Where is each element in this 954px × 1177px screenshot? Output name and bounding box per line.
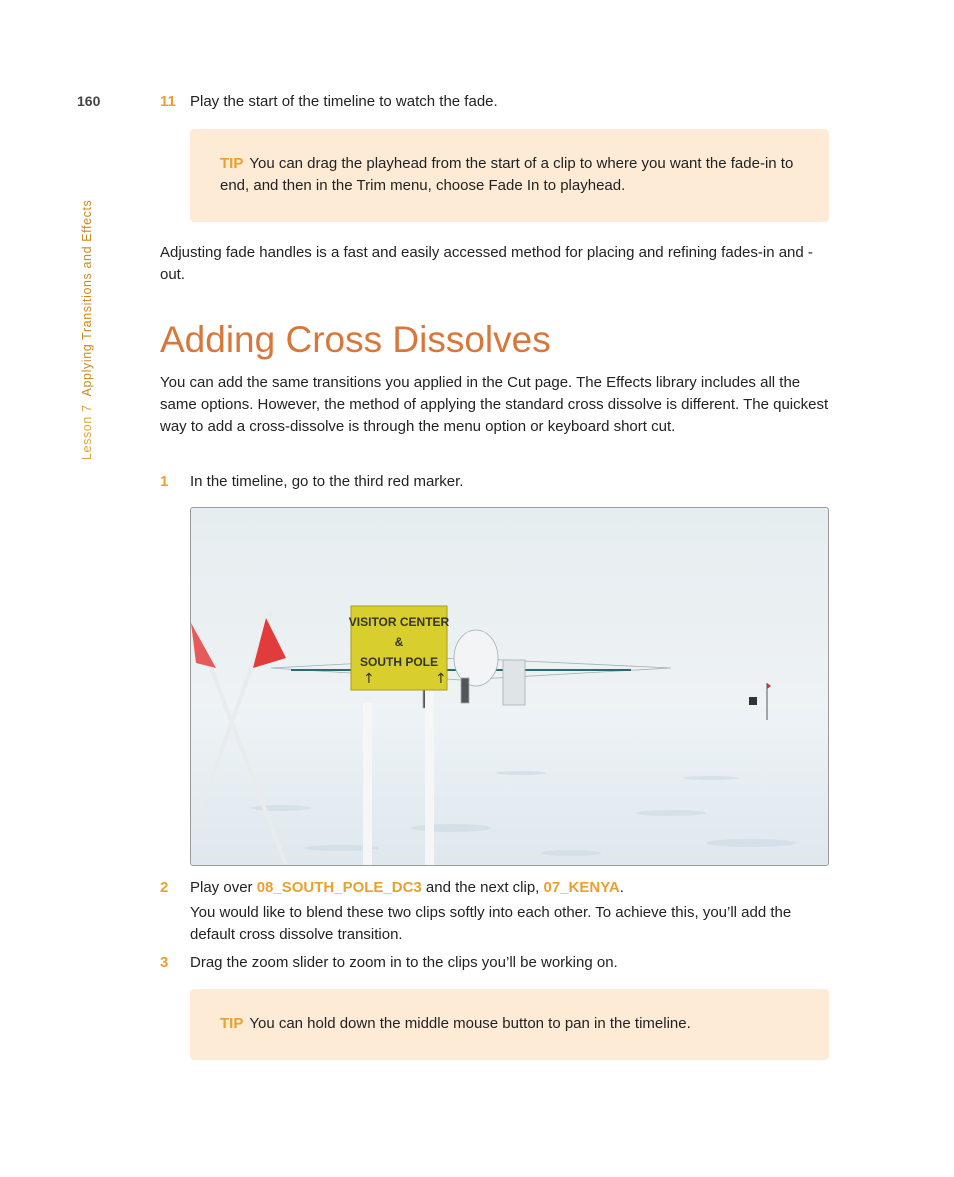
svg-text:↑: ↑ [435, 671, 447, 687]
step-number: 2 [160, 879, 169, 896]
sign-line-2: & [394, 635, 404, 649]
svg-text:↑: ↑ [363, 671, 375, 687]
tip-tag: TIP [220, 1015, 244, 1032]
side-running-header [80, 200, 94, 460]
tip-tag: TIP [220, 155, 244, 172]
side-lesson-label: Lesson 7 [80, 404, 94, 460]
step-text-mid: and the next clip, [421, 879, 544, 896]
step-text-post: . [619, 879, 624, 896]
section-heading: Adding Cross Dissolves [160, 319, 551, 360]
side-chapter-label: Applying Transitions and Effects [80, 199, 94, 397]
tip-content [220, 153, 799, 197]
step-text: Play the start of the timeline to watch the fade. [190, 93, 498, 110]
step-3 [160, 952, 830, 974]
step-text-pre: Play over [190, 879, 257, 896]
clip-name-south-pole: 08_SOUTH_POLE_DC3 [256, 879, 422, 896]
page-number: 160 [77, 93, 101, 109]
step-text: Drag the zoom slider to zoom in to the clips you’ll be working on. [190, 954, 618, 971]
step-followup-text: You would like to blend these two clips softly into each other. To achieve this, you’ll add the default cross dissolve transition. [190, 904, 792, 943]
tip-text: You can hold down the middle mouse button to pan in the timeline. [249, 1015, 691, 1032]
airplane-snow-photo [190, 507, 829, 866]
sign-line-1: VISITOR CENTER [348, 615, 450, 629]
step-2 [160, 877, 830, 947]
tip-box [190, 989, 829, 1060]
step-text [190, 877, 830, 946]
step-text: In the timeline, go to the third red marker. [190, 473, 464, 490]
tip-content [220, 1013, 799, 1035]
paragraph-intro: You can add the same transitions you applied in the Cut page. The Effects library includes all the same options. However, the method of applying the standard cross dissolve is different. The quickest way to add a cross-dissolve is through the menu option or keyboard short cut. [160, 374, 829, 435]
step-number: 1 [160, 473, 169, 490]
tip-box [190, 129, 829, 222]
sign-line-3: SOUTH POLE [359, 655, 439, 669]
tip-text: You can drag the playhead from the start of a clip to where you want the fade-in to end, and then in the Trim menu, choose Fade In to playhead. [220, 155, 794, 194]
paragraph-fade-handles: Adjusting fade handles is a fast and easily accessed method for placing and refining fades-in and -out. [160, 244, 813, 283]
step-1 [160, 471, 830, 493]
step-11 [160, 91, 830, 113]
clip-name-kenya: 07_KENYA [543, 879, 620, 896]
photo-illustration [191, 508, 828, 865]
step-number: 11 [160, 93, 176, 110]
step-number: 3 [160, 954, 169, 971]
